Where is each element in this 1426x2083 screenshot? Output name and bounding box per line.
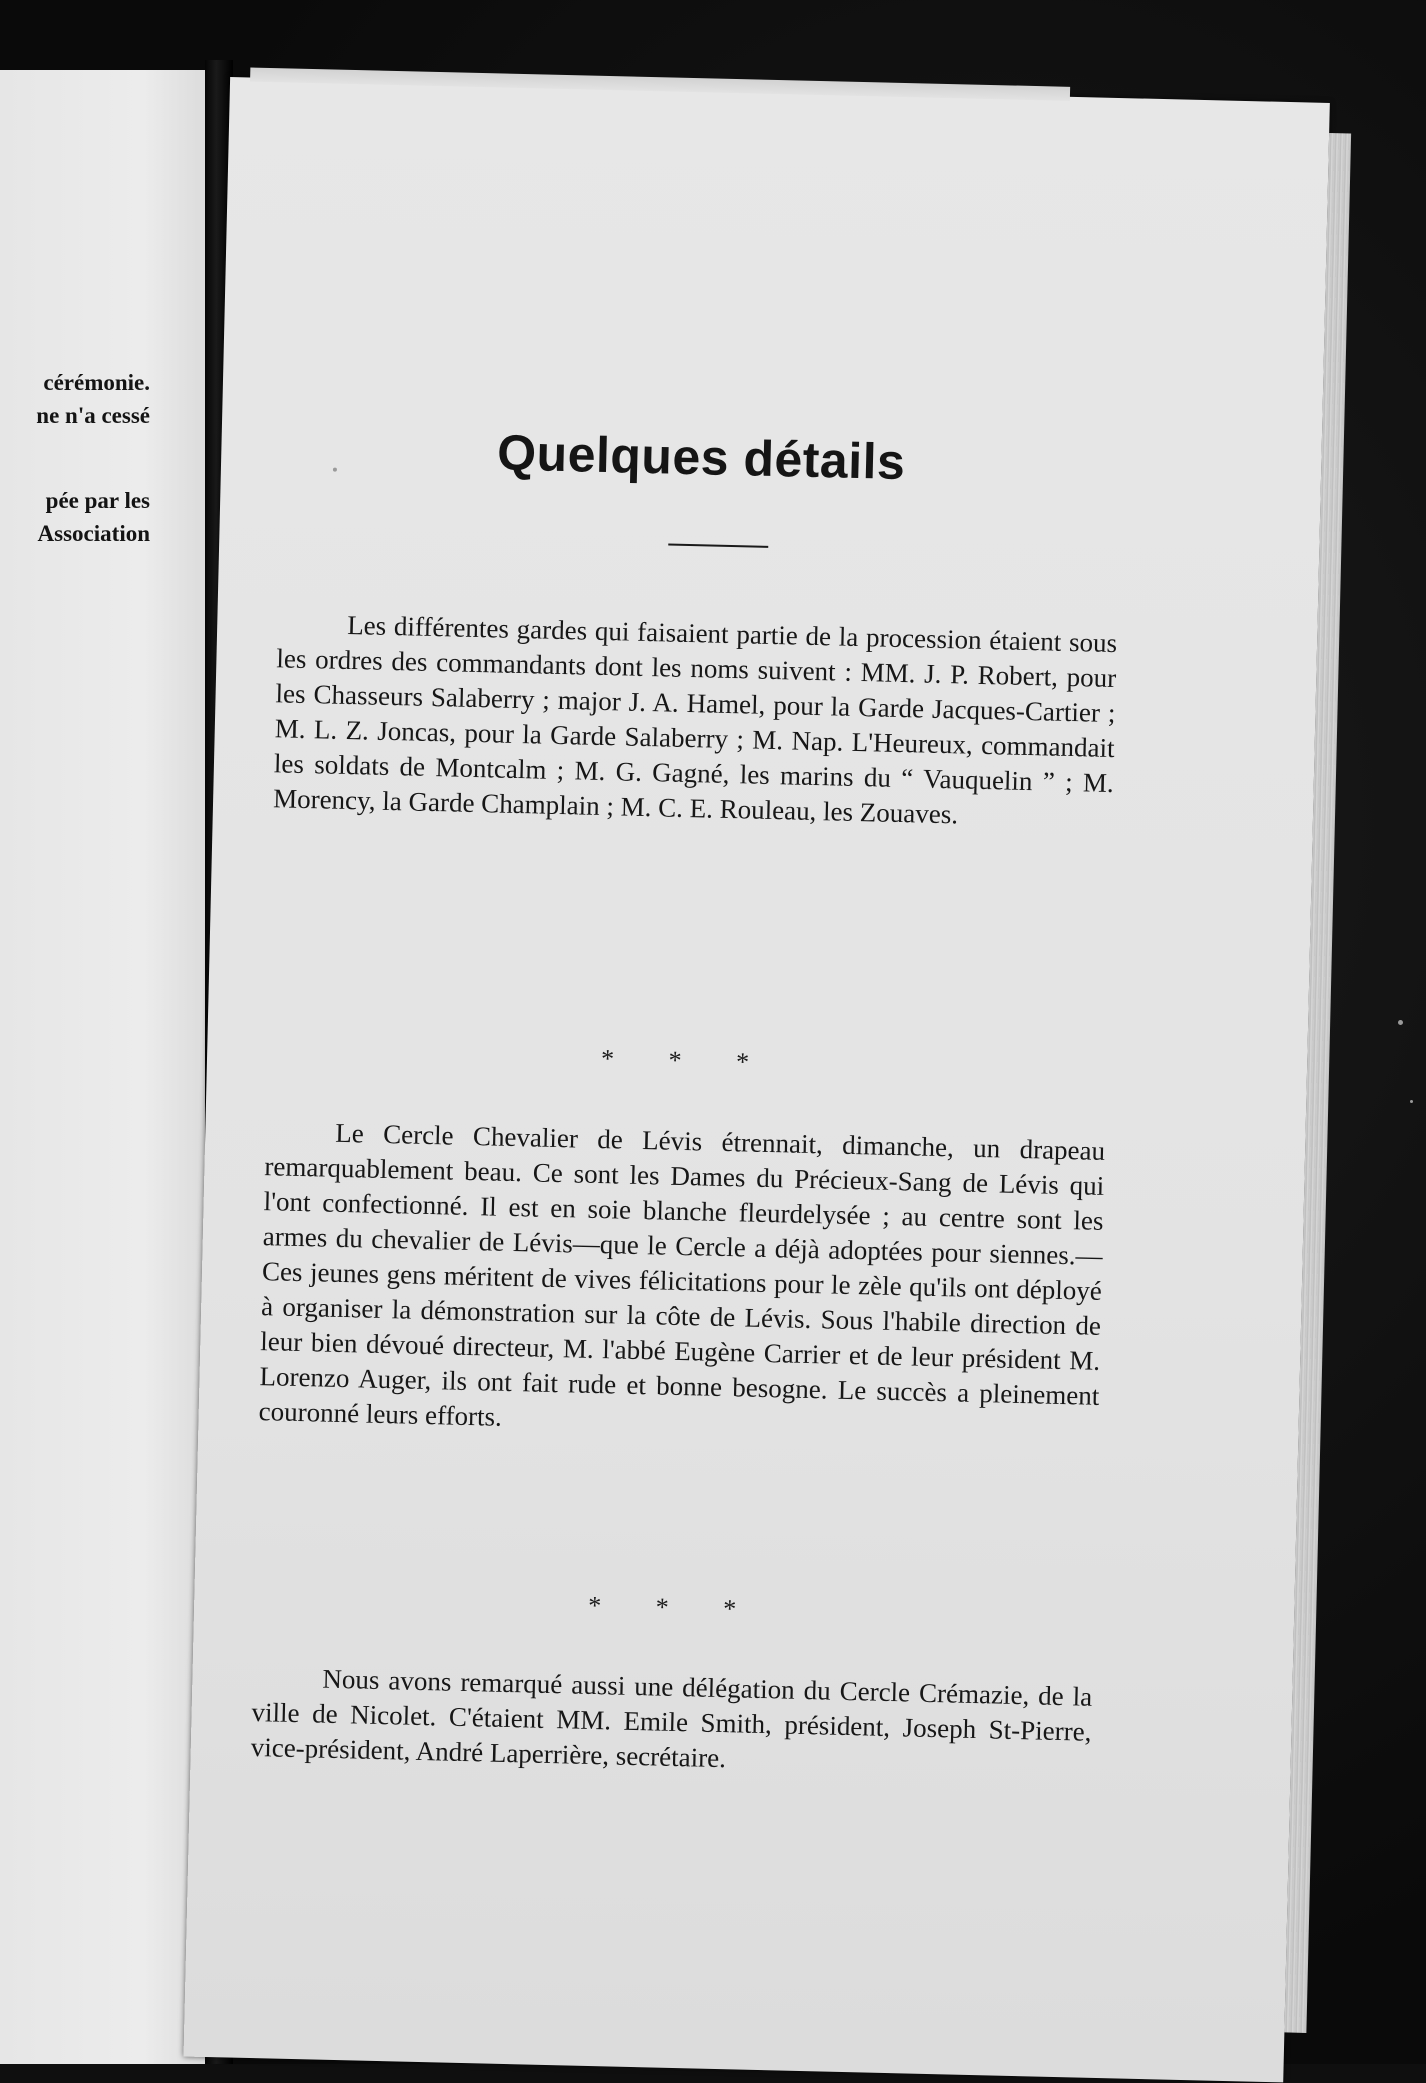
page-top-edge <box>250 68 1070 101</box>
title-rule <box>668 543 768 547</box>
paragraph-cremazie: Nous avons remarqué aussi une délégation du Cercle Crémazie, de la ville de Nicolet. C'étaient MM. Emile Smith, président, Joseph St-Pierre, vice-président, André Laperrière, secrétaire. <box>250 1663 1093 1774</box>
dust-speck <box>1398 1020 1403 1025</box>
paragraph-cercle-levis: Le Cercle Chevalier de Lévis étrennait, dimanche, un drapeau remarquablement beau. Ce sont les Dames du Précieux-Sang de Lévis qui l'ont confectionné. Il est en soie blanche fleurdelysée ; au centre sont les armes du chevalier de Lévis—que le Cercle a déjà adoptées pour siennes.—Ces jeunes gens méritent de vives félicitations pour le zèle qu'ils ont déployé à organiser la démonstration sur la côte de Lévis. Sous l'habile direction de leur bien dévoué directeur, M. l'abbé Eugène Carrier et de leur président M. Lorenzo Auger, ils ont fait rude et bonne besogne. Le succès a pleinement couronné leurs efforts. <box>258 1117 1106 1432</box>
previous-page-line: cérémonie. <box>43 370 150 395</box>
page-stack-edges <box>1284 133 1351 2033</box>
dust-speck <box>1410 1100 1413 1103</box>
section-separator: * * * <box>600 1044 774 1078</box>
previous-page-line: ne n'a cessé <box>36 403 150 428</box>
paragraph-commanders: Les différentes gardes qui faisaient partie de la procession étaient sous les ordres des commandants dont les noms suivent : MM. J. P. Robert, pour les Chasseurs Salaberry ; major J. A. Hamel, pour la Garde Jacques-Cartier ; M. L. Z. Joncas, pour la Garde Salaberry ; M. Nap. L'Heureux, commandait les soldats de Montcalm ; M. G. Gagné, les marins du “ Vauquelin ” ; M. Morency, la Garde Champlain ; M. C. E. Rouleau, les Zouaves. <box>272 609 1118 830</box>
paper-speck <box>333 468 337 472</box>
previous-page-fragment <box>0 70 205 2064</box>
previous-page-line: pée par les <box>45 488 150 513</box>
current-page <box>184 77 1330 2082</box>
previous-page-line: Association <box>37 521 150 546</box>
article-title: Quelques détails <box>496 424 906 491</box>
section-separator: * * * <box>587 1590 761 1624</box>
